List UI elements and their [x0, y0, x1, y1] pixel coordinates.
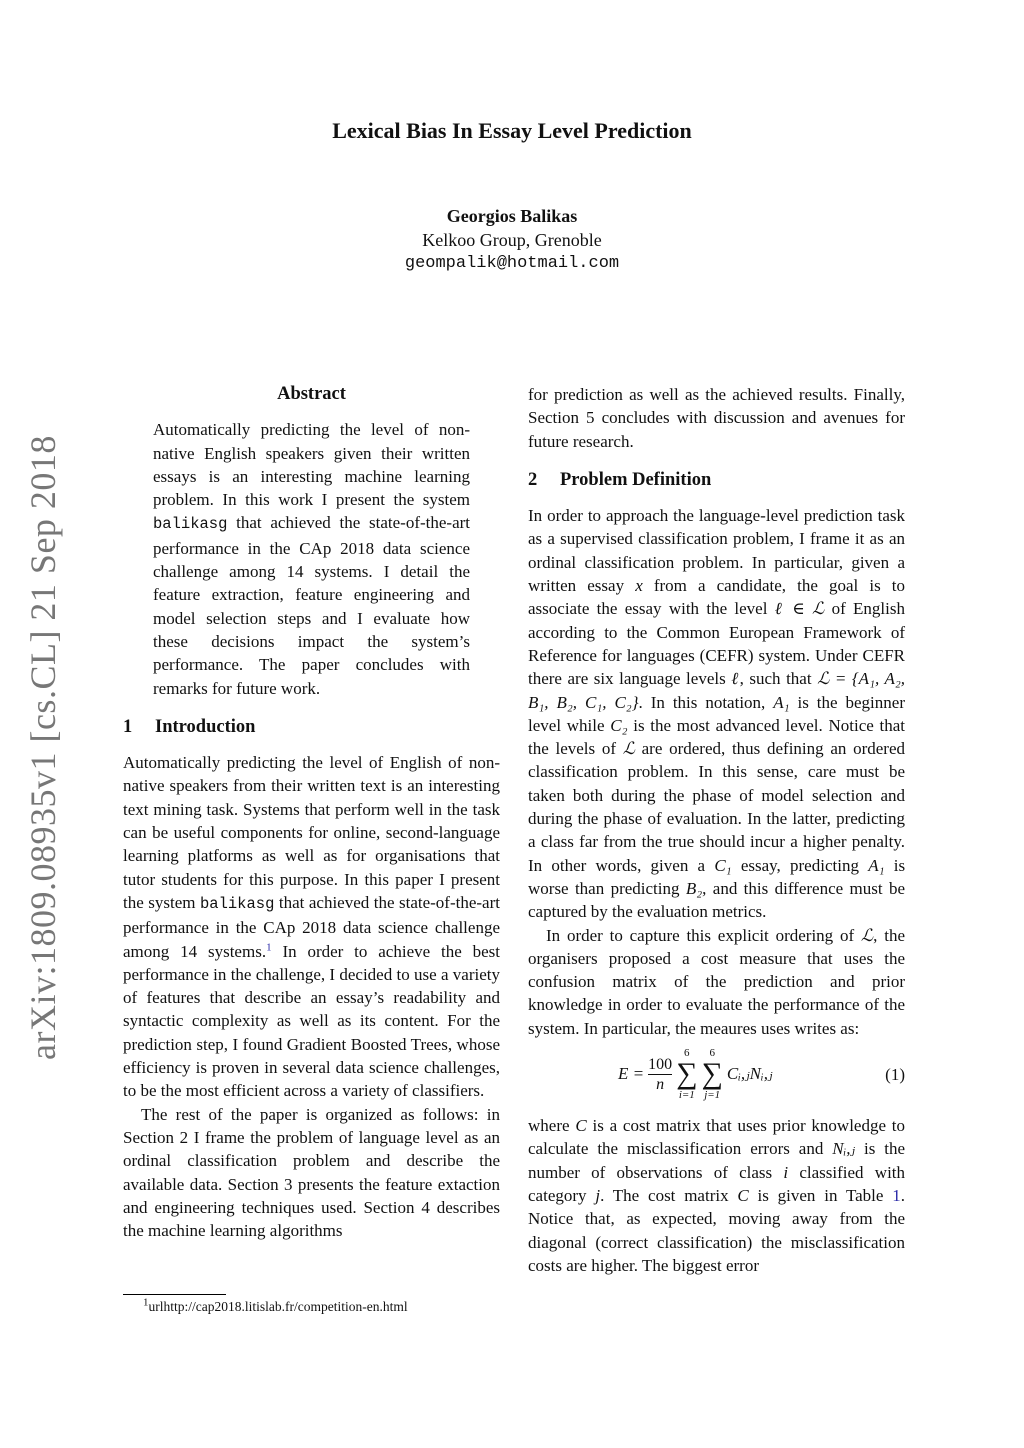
paragraph-text: In order to achieve the best performance in the challenge, I decided to use a variety of features that describe an essay’s readability and syntactic complexity as well as its content. For the prediction step, I found Gradient Boosted Trees, whose efficiency is proven in several data science challenges, to be the most efficient across a variety of classifiers.: [123, 941, 501, 1101]
sum-lower: i=1: [678, 1089, 695, 1102]
paragraph: [528, 1114, 905, 1277]
paragraph-text: In order to capture this explicit ordering of: [546, 925, 855, 945]
paragraph-text: , the organisers proposed a cost measure that uses the confusion matrix of the prediction and prior knowledge in order to evaluate the performance of the system. In particular, the meaures uses writes as:: [528, 925, 905, 1038]
paragraph-text: , such that: [739, 669, 812, 689]
paragraph-text: . In this notation,: [638, 692, 766, 712]
system-name: balikasg: [199, 894, 275, 913]
author-email: geompalik@hotmail.com: [404, 254, 620, 273]
math-symbol: B₂: [685, 878, 703, 898]
paragraph: [123, 751, 500, 1102]
fraction: [648, 1055, 672, 1094]
author-block: [0, 204, 1024, 276]
math-symbol: A₁: [773, 692, 790, 712]
footnote-text: urlhttp://cap2018.litislab.fr/competition-en.html: [148, 1299, 408, 1314]
paragraph-text: . Notice that, as expected, moving away from the diagonal (correct classification) the misclassification costs are higher. The biggest error: [528, 1185, 905, 1275]
math-symbol: C₂: [610, 715, 628, 735]
abstract-body: [153, 418, 470, 700]
equation-number: (1): [885, 1065, 905, 1085]
fraction-numerator: 100: [648, 1055, 673, 1073]
paragraph-text: Automatically predicting the level of English of non-native speakers from their written text is an interesting text mining task. Systems that perform well in the task can be useful components for online, second-language learning platforms as well as for organisations that tutor students for this purpose. In this paper I present the system: [123, 753, 500, 912]
paragraph-text: is given in Table: [757, 1185, 884, 1205]
paragraph: [528, 924, 905, 1040]
system-name: balikasg: [153, 515, 228, 534]
math-symbol: A₁: [868, 855, 885, 875]
paragraph-text: that achieved the state-of-the-art performance in the CAp 2018 data science challenge among 14 systems.: [123, 892, 500, 961]
equation: [528, 1044, 905, 1108]
paragraph-text: from a candidate, the goal is to associate the essay with the level: [528, 576, 906, 619]
paragraph-text: is the beginner level while: [528, 692, 905, 735]
math-symbol: x: [635, 576, 643, 596]
left-column: [123, 383, 500, 1242]
abstract-text: that achieved the state-of-the-art performance in the CAp 2018 data science challenge among 14 systems. I detail the feature extraction, feature engineering and model selection steps and I evaluate how these decisions impact the system’s performance. The paper concludes with remarks for future work.: [153, 513, 470, 698]
paragraph-text: is a cost matrix that uses prior knowledge to calculate the misclassification errors and: [528, 1116, 906, 1159]
math-symbol: C₁: [714, 855, 732, 875]
arxiv-stamp: arXiv:1809.08935v1 [cs.CL] 21 Sep 2018: [23, 435, 63, 1060]
paragraph-text: is the most advanced level. Notice that the levels of: [528, 715, 906, 759]
paragraph-text: where: [528, 1116, 570, 1136]
sum-upper: 6: [684, 1047, 690, 1060]
equation-lhs: E =: [618, 1064, 645, 1084]
math-symbol: C: [575, 1116, 587, 1136]
section-heading-introduction: [123, 716, 500, 739]
abstract-text: Automatically predicting the level of non-native English speakers given their written essays is an interesting machine learning problem. In this work I present the system: [153, 420, 470, 510]
footnote-rule: [123, 1294, 226, 1295]
paragraph: for prediction as well as the achieved results. Finally, Section 5 concludes with discussion and avenues for future research.: [528, 385, 905, 451]
math-symbol: ℓ ∈ ℒ: [774, 599, 825, 619]
equation-body: [618, 1044, 772, 1104]
math-symbol: j: [595, 1185, 601, 1205]
section-title: Introduction: [155, 716, 256, 737]
math-symbol: i: [783, 1162, 789, 1182]
paragraph-text: In order to approach the language-level prediction task as a supervised classification problem, I frame it as an ordinal classification problem. In particular, given a written essay: [528, 506, 905, 596]
math-symbol: ℒ: [860, 925, 874, 945]
section-number: 2: [528, 469, 538, 490]
footnote-number: 1: [143, 1296, 149, 1309]
paragraph-text: essay, predicting: [740, 855, 859, 875]
sum-lower: j=1: [704, 1089, 721, 1102]
fraction-denominator: n: [656, 1075, 665, 1093]
math-symbol: ℓ: [731, 669, 740, 689]
math-symbol: C: [737, 1185, 749, 1205]
paragraph-text: is the number of observations of class: [528, 1139, 906, 1182]
math-symbol: Nᵢ,ⱼ: [832, 1139, 856, 1159]
author-affiliation: Kelkoo Group, Grenoble: [422, 230, 602, 250]
author-name: Georgios Balikas: [446, 206, 578, 226]
sum-upper: 6: [709, 1047, 715, 1060]
math-symbol: ℒ: [622, 739, 635, 759]
table-reference-link[interactable]: 1: [892, 1185, 901, 1205]
paragraph-text: . The cost matrix: [600, 1185, 729, 1205]
section-title: Problem Definition: [560, 469, 712, 490]
sum-symbol: ∑: [701, 1057, 723, 1091]
section-heading-problem-definition: [528, 469, 905, 492]
paragraph-text: , and this difference must be captured by the evaluation metrics.: [528, 878, 906, 922]
footnote: [143, 1296, 408, 1315]
page-title: Lexical Bias In Essay Level Prediction: [332, 118, 692, 143]
paragraph-text: classified with category: [528, 1162, 906, 1205]
summation-i: [676, 1047, 697, 1101]
abstract-heading: Abstract: [277, 384, 346, 404]
paragraph: [528, 504, 905, 923]
sum-symbol: ∑: [676, 1057, 698, 1091]
math-symbol: ℒ = {A₁, A₂, B₁, B₂, C₁, C₂}: [528, 669, 905, 712]
footnote-marker[interactable]: 1: [266, 940, 272, 953]
summation-j: [702, 1047, 723, 1101]
paragraph-text: of English according to the Common European Framework of Reference for languages (CEFR) system. Under CEFR there are six language levels: [528, 599, 905, 689]
summand: Cᵢ,ⱼNᵢ,ⱼ: [726, 1064, 773, 1084]
right-column: [528, 383, 905, 1277]
section-number: 1: [123, 716, 133, 737]
paragraph-text: is worse than predicting: [528, 855, 906, 898]
paragraph: The rest of the paper is organized as follows: in Section 2 I frame the problem of language level as an ordinal classification problem and describe the available data. Section 3 presents the feature extaction and engineering techniques used. Section 4 describes the machine learning algorithms: [123, 1104, 500, 1241]
paragraph-text: are ordered, thus defining an ordered classification problem. In this sense, care must be taken both during the phase of model selection and during the phase of evaluation. In the latter, predicting a class far from the true should incur a higher penalty. In other words, given a: [528, 739, 905, 875]
